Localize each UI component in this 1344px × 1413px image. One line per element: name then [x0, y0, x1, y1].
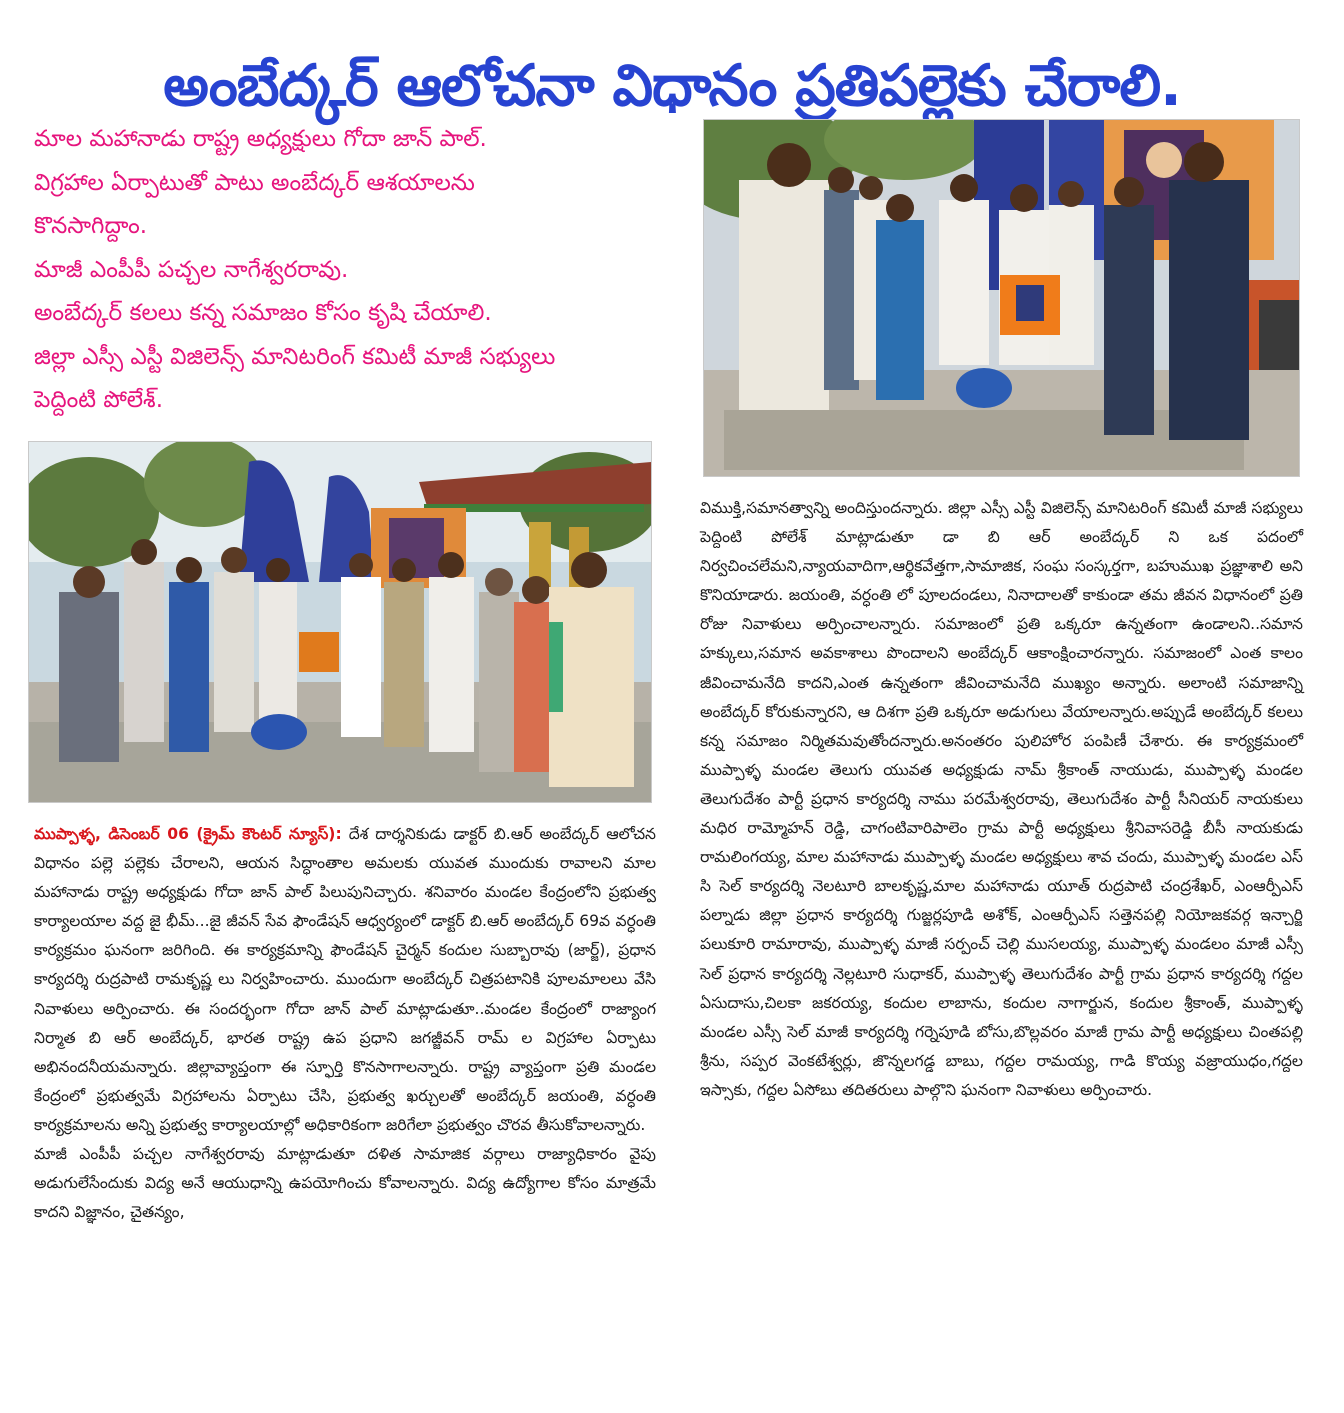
subhead-line: జిల్లా ఎస్సీ ఎస్టీ విజిలెన్స్ మానిటరింగ్ కమిటీ మాజీ సభ్యులు	[34, 343, 556, 370]
subheadlines	[34, 118, 674, 423]
subhead-line: అంబేద్కర్ కలలు కన్న సమాజం కోసం కృషి చేయాలి.	[34, 300, 492, 326]
article-paragraph: మాజీ ఎంపీపీ పచ్చల నాగేశ్వరరావు మాట్లాడుతూ దళిత సామాజిక వర్గాలు రాజ్యాధికారం వైపు అడుగులేసేందుకు విద్య అనే ఆయుధాన్ని ఉపయోగించు కోవాలన్నారు. విద్య ఉద్యోగాల కోసం మాత్రమే కాదని విజ్ఞానం, చైతన్యం,	[34, 1145, 656, 1222]
subhead-line: విగ్రహాల ఏర్పాటుతో పాటు అంబేద్కర్ ఆశయాలను	[34, 169, 475, 196]
article-paragraph: విముక్తి,సమానత్వాన్ని అందిస్తుందన్నారు. జిల్లా ఎస్సీ ఎస్టీ విజిలెన్స్ మానిటరింగ్ కమిటీ మాజీ సభ్యులు పెద్దింటి పోలేశ్ మాట్లాడుతూ డా బి ఆర్ అంబేద్కర్ ని ఒక పదంలో నిర్వచించలేమని,న్యాయవాదిగా,ఆర్థికవేత్తగా,సామాజిక, సంఘ సంస్కర్తగా, బహుముఖ ప్రజ్ఞాశాలి అని కొనియాడారు. జయంతి, వర్ధంతి లో పూలదండలు, నినాదాలతో కాకుండా తమ జీవన విధానంలో ప్రతి రోజు నివాళులు అర్పించాలన్నారు. సమాజంలో ప్రతి ఒక్కరూ ఉన్నతంగా ఉండాలని..సమాన హక్కులు,సమాన అవకాశాలు పొందాలని అంబేద్కర్ ఆకాంక్షించారన్నారు. సమాజంలో ఎంత కాలం జీవించామనేది కాదని,ఎంత ఉన్నతంగా జీవించామనేది ముఖ్యం అన్నారు. అలాంటి సమాజాన్ని అంబేద్కర్ కోరుకున్నారని, ఆ దిశగా ప్రతి ఒక్కరూ అడుగులు వేయాలన్నారు.అప్పుడే అంబేద్కర్ కలలు కన్న సమాజం నిర్మితమవుతోందన్నారు.అనంతరం పులిహోర పంపిణీ చేశారు. ఈ కార్యక్రమంలో ముప్పాళ్ళ మండల తెలుగు యువత అధ్యక్షుడు నామ్ శ్రీకాంత్ నాయుడు, ముప్పాళ్ళ మండల తెలుగుదేశం పార్టీ ప్రధాన కార్యదర్శి నాము పరమేశ్వరరావు, తెలుగుదేశం పార్టీ సీనియర్ నాయకులు మధిర రామ్మోహన్ రెడ్డి, చాగంటివారిపాలెం గ్రామ పార్టీ అధ్యక్షులు శ్రీనివాసరెడ్డి బీసీ నాయకుడు రామలింగయ్య, మాల మహానాడు ముప్పాళ్ళ మండల అధ్యక్షులు శావ చందు, ముప్పాళ్ళ మండల ఎస్ సి సెల్ కార్యదర్శి నెలటూరి బాలకృష్ణ,మాల మహానాడు యూత్ రుద్రపాటి చంద్రశేఖర్, ఎంఆర్పీఎస్ పల్నాడు జిల్లా ప్రధాన కార్యదర్శి గుజ్జర్లపూడి అశోక్, ఎంఆర్పీఎస్ సత్తెనపల్లి నియోజకవర్గ ఇన్చార్జి పలుకూరి రామారావు, ముప్పాళ్ళ మాజీ సర్పంచ్ చెల్లి ముసలయ్య, ముప్పాళ్ళ మండలం మాజీ ఎస్సీ సెల్ ప్రధాన కార్యదర్శి నెల్లటూరి సుధాకర్, ముప్పాళ్ళ తెలుగుదేశం పార్టీ గ్రామ ప్రధాన కార్యదర్శి గద్దల ఏసుదాసు,చిలకా జకరయ్య, కందుల లాబాను, కందుల నాగార్జున, కందుల శ్రీకాంత్, ముప్పాళ్ళ మండల ఎస్సీ సెల్ మాజీ కార్యదర్శి గర్నెపూడి బోసు,బొల్లవరం మాజీ గ్రామ పార్టీ అధ్యక్షులు చింతపల్లి శ్రీను, సప్పర వెంకటేశ్వర్లు, జొన్నలగడ్డ బాబు, గద్దల రామయ్య, గాడి కొయ్య వజ్రాయుధం,గద్దల ఇస్సాకు, గద్దల ఏసోబు తదితరులు పాల్గొని ఘనంగా నివాళులు అర్పించారు.	[700, 499, 1303, 1099]
article-column-right	[700, 494, 1303, 1105]
dateline: ముప్పాళ్ళ, డిసెంబర్ 06 (క్రైమ్ కౌంటర్ న్యూస్):	[34, 825, 342, 843]
subhead-line: మాజీ ఎంపీపీ పచ్చల నాగేశ్వరరావు.	[34, 256, 349, 283]
article-paragraph	[34, 820, 656, 1140]
paragraph-text: దేశ దార్శనికుడు డాక్టర్ బి.ఆర్ అంబేద్కర్ ఆలోచన విధానం పల్లె పల్లెకు చేరాలని, ఆయన సిద్ధాంతాల అమలకు యువత ముందుకు రావాలని మాల మహానాడు రాష్ట్ర అధ్యక్షుడు గోదా జాన్ పాల్ పిలుపునిచ్చారు. శనివారం మండల కేంద్రంలోని ప్రభుత్వ కార్యాలయాల వద్ద జై భీమ్...జై జీవన్ సేవ ఫౌండేషన్ ఆధ్వర్యంలో డాక్టర్ బి.ఆర్ అంబేద్కర్ 69వ వర్ధంతి కార్యక్రమం ఘనంగా జరిగింది. ఈ కార్యక్రమాన్ని ఫౌండేషన్ చైర్మన్ కందుల సుబ్బారావు (జార్జ్), ప్రధాన కార్యదర్శి రుద్రపాటి రామకృష్ణ లు నిర్వహించారు. ముందుగా అంబేద్కర్ చిత్రపటానికి పూలమాలలు వేసి నివాళులు అర్పించారు. ఈ సందర్భంగా గోదా జాన్ పాల్ మాట్లాడుతూ..మండల కేంద్రంలో రాజ్యాంగ నిర్మాత బి ఆర్ అంబేద్కర్, భారత రాష్ట్ర ఉప ప్రధాని జగజ్జీవన్ రామ్ ల విగ్రహాల ఏర్పాటు అభినందనీయమన్నారు. జిల్లావ్యాప్తంగా ఈ స్ఫూర్తి కొనసాగాలన్నారు. రాష్ట్ర వ్యాప్తంగా ప్రతి మండల కేంద్రంలో ప్రభుత్వమే విగ్రహాలను ఏర్పాటు చేసి, ప్రభుత్వ ఖర్చులతో అంబేద్కర్ జయంతి, వర్ధంతి కార్యక్రమాలను అన్ని ప్రభుత్వ కార్యాలయాల్లో అధికారికంగా జరిగేలా ప్రభుత్వం చొరవ తీసుకోవాలన్నారు.	[34, 825, 656, 1134]
headline: అంబేద్కర్ ఆలోచనా విధానం ప్రతిపల్లెకు చేరాలి.	[163, 53, 1181, 120]
event-photo-right	[703, 119, 1300, 477]
subhead-line: పెద్దింటి పోలేశ్.	[34, 387, 164, 413]
event-photo-left	[28, 441, 652, 803]
article-column-left	[34, 820, 656, 1227]
subhead-line: కొనసాగిద్దాం.	[34, 213, 148, 239]
subhead-line: మాల మహానాడు రాష్ట్ర అధ్యక్షులు గోదా జాన్ పాల్.	[34, 126, 487, 152]
